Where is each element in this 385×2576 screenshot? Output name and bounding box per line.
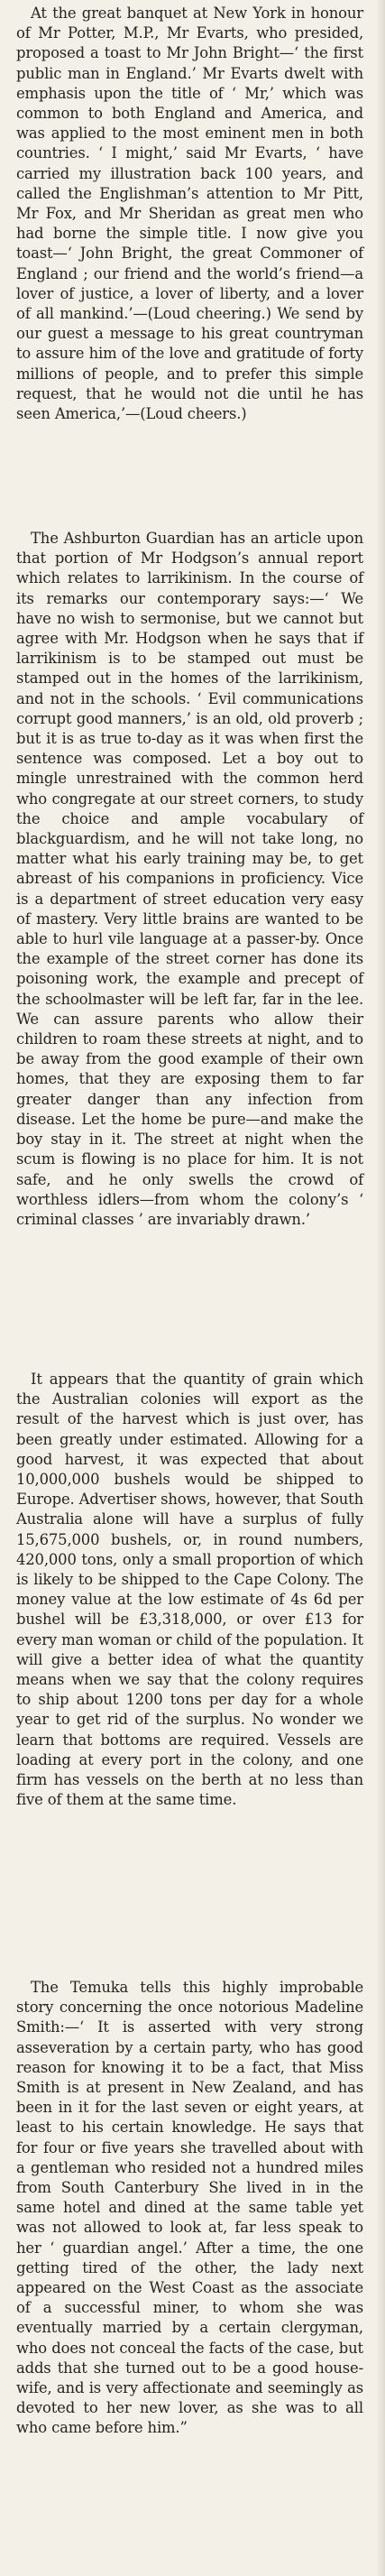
paragraph-evarts-banquet: At the great banquet at New York in honour of Mr Potter, M.P., Mr Evarts, who presided, proposed a toast to Mr John Bright—‘ the first public man in England.’ Mr Evarts dwelt with emphasis upon the title of ‘ Mr,’ which was common to both England and America, and was applied to the most eminent men in both countries. ‘ I might,’ said Mr Evarts, ‘ have carried my illustration back 100 years, and called the Englishman’s attention to Mr Pitt, Mr Fox, and Mr Sheridan as great men who had borne the simple title. I now give you toast—‘ John Bright, the great Commoner of England ; our friend and the world’s friend—a lover of justice, a lover of liberty, and a lover of all mankind.’—(Loud cheering.) We send by our guest a message to his great countryman to assure him of the love and gratitude of forty millions of people, and to prefer this simple request, that he would not die until he has seen America,’—(Loud cheers.)	[16, 5, 363, 423]
page-edge-shadow	[376, 0, 385, 2576]
article-column	[16, 4, 363, 2572]
paragraph-grain-export: It appears that the quantity of grain which the Australian colonies will export as the result of the harvest which is just over, has been greatly under estimated. Allowing for a good harvest, it was expected that about 10,000,000 bushels would be shipped to Europe. Advertiser shows, however, that South Australia alone will have a surplus of fully 15,675,000 bushels, or, in round numbers, 420,000 tons, only a small proportion of which is likely to be shipped to the Cape Colony. The money value at the low estimate of 4s 6d per bushel will be £3,318,000, or over £13 for every man woman or child of the population. It will give a better idea of what the quantity means when we say that the colony requires to ship about 1200 tons per day for a whole year to get rid of the surplus. No wonder we learn that bottoms are required. Vessels are loading at every port in the colony, and one firm has vessels on the berth at no less than five of them at the same time.	[16, 1371, 363, 1809]
paragraph-madeline-smith: The Temuka tells this highly improbable story concerning the once notorious Madeline Smith:—‘ It is asserted with very strong asseveration by a certain party, who has good reason for knowing it to be a fact, that Miss Smith is at present in New Zealand, and has been in it for the last seven or eight years, at least to his certain knowledge. He says that for four or five years she travelled about with a gentleman who resided not a hundred miles from South Canterbury She lived in in the same hotel and dined at the same table yet was not allowed to look at, far less speak to her ‘ guardian angel.’ After a time, the one getting tired of the other, the lady next appeared on the West Coast as the associate of a successful miner, to whom she was eventually married by a certain clergyman, who does not conceal the facts of the case, but adds that she turned out to be a good house-wife, and is very affectionate and seemingly as devoted to her new lover, as she was to all who came before him.”	[16, 1979, 363, 2437]
paragraph-larrikinism: The Ashburton Guardian has an article upon that portion of Mr Hodgson’s annual report which relates to larrikinism. In the course of its remarks our contemporary says:—‘ We have no wish to sermonise, but we cannot but agree with Mr. Hodgson when he says that if larrikinism is to be stamped out must be stamped out in the homes of the larrikinism, and not in the schools. ‘ Evil communications corrupt good manners,’ is an old, old proverb ; but it is as true to-day as it was when first the sentence was composed. Let a boy out to mingle unrestrained with the common herd who congregate at our street corners, to study the choice and ample vocabulary of blackguardism, and he will not take long, no matter what his early training may be, to get abreast of his companions in proficiency. Vice is a department of street education very easy of mastery. Very little brains are wanted to be able to hurl vile language at a passer-by. Once the example of the street corner has done its poisoning work, the example and precept of the schoolmaster will be left far, far in the lee. We can assure parents who allow their children to roam these streets at night, and to be away from the good example of their own homes, that they are exposing them to far greater danger than any infection from disease. Let the home be pure—and make the boy stay in it. The street at night when the scum is flowing is no place for him. It is not safe, and he only swells the crowd of worthless idlers—from whom the colony’s ‘ criminal classes ’ are invariably drawn.’	[16, 530, 363, 1228]
